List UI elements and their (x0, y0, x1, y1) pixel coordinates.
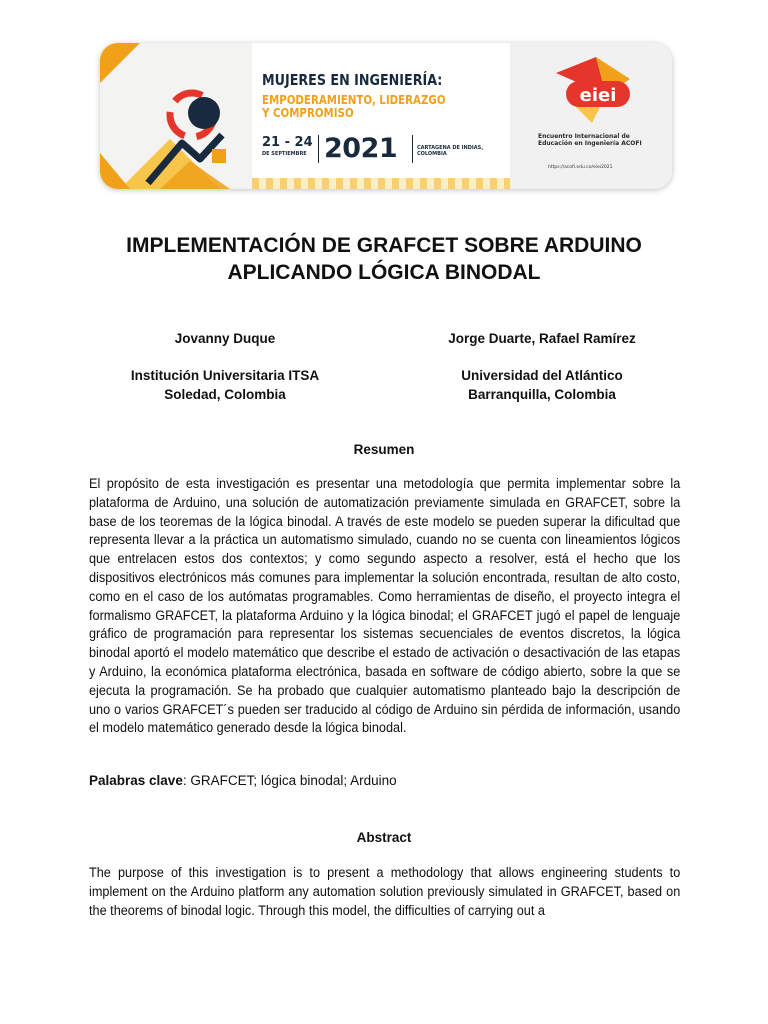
author-block-1 (65, 329, 385, 404)
author-location: Soledad, Colombia (164, 387, 286, 402)
paper-title-line2: APLICANDO LÓGICA BINODAL (227, 261, 541, 284)
woman-engineer-illustration (100, 43, 252, 189)
organization-name (538, 133, 668, 147)
author-block-2 (382, 329, 702, 404)
author-name: Jorge Duarte, Rafael Ramírez (448, 331, 636, 346)
paper-title (60, 232, 708, 286)
banner-stripe (252, 178, 510, 189)
organization-url: https://acofi.edu.co/eiei2021 (548, 165, 613, 170)
banner-artwork (100, 43, 252, 189)
author-location: Barranquilla, Colombia (468, 387, 616, 402)
author-affiliation: Institución Universitaria ITSA (130, 368, 320, 383)
banner-subtitle-line2: Y COMPROMISO (262, 105, 354, 120)
banner-text-panel (252, 43, 510, 189)
banner-place: CARTAGENA DE INDIAS, COLOMBIA (417, 145, 484, 157)
keywords (89, 773, 397, 788)
resumen-heading: Resumen (353, 442, 415, 457)
resumen-paragraph: El propósito de esta investigación es presentar una metodología que permita implementar sobre la plataforma de Arduino, una solución de automatización previamente simulada en GRAFCET, sobre la base de los teoremas de la lógica binodal. A través de este modelo se pueden superar la dificultad que representa llevar a la práctica un automatismo simulado, cuando no se cuenta con lineamientos lógicos que entrelacen estos dos contextos; y como segundo aspecto a resolver, está el hecho que los dispositivos electrónicos más comunes para implementar la solución encontrada, resultan de alto costo, como en el caso de los autómatas programables. Como herramientas de diseño, el proyecto integra el formalismo GRAFCET, la plataforma Arduino y la lógica binodal; el GRAFCET jugó el papel de lenguaje gráfico de programación para representar los sistemas secuenciales de eventos discretos, la lógica binodal aportó el modelo matemático que describe el estado de activación o desactivación de las etapas y Arduino, la económica plataforma electrónica, basada en software de código abierto, sobre la que se ejecuta la programación. Se ha probado que cualquier automatismo planteado bajo la descripción de uno o varios GRAFCET´s pueden ser traducido al código de Arduino sin pérdida de información, usando el modelo matemático generado desde la lógica binodal. (89, 476, 681, 736)
author-name: Jovanny Duque (174, 331, 276, 346)
banner-logo-panel (510, 43, 672, 189)
banner-subtitle-line1: EMPODERAMIENTO, LIDERAZGO (262, 92, 446, 107)
abstract-heading: Abstract (356, 830, 412, 845)
divider (318, 135, 319, 163)
paper-title-line1: IMPLEMENTACIÓN DE GRAFCET SOBRE ARDUINO (126, 234, 642, 257)
organization-name-line2: Educación en Ingeniería ACOFI (538, 140, 642, 147)
eiei-logo-text: eiei (579, 85, 617, 106)
organization-name-line1: Encuentro Internacional de (538, 133, 630, 140)
author-affiliation: Universidad del Atlántico (461, 368, 623, 383)
banner-year: 2021 (324, 133, 398, 164)
keywords-label: Palabras clave (89, 773, 183, 788)
conference-banner (100, 43, 672, 189)
banner-dates-sub: DE SEPTIEMBRE (262, 151, 307, 157)
keywords-value: : GRAFCET; lógica binodal; Arduino (182, 773, 397, 788)
banner-subtitle (262, 93, 446, 119)
eiei-logo-icon (510, 43, 672, 133)
banner-dates: 21 - 24 (262, 135, 313, 150)
abstract-paragraph: The purpose of this investigation is to present a methodology that allows engineering students to implement on the Arduino platform any automation solution previously simulated in GRAFCET, based on the theorems of binodal logic. Through this model, the difficulties of carrying out a (89, 865, 681, 918)
divider (412, 135, 413, 163)
banner-title: MUJERES EN INGENIERÍA: (262, 71, 443, 89)
